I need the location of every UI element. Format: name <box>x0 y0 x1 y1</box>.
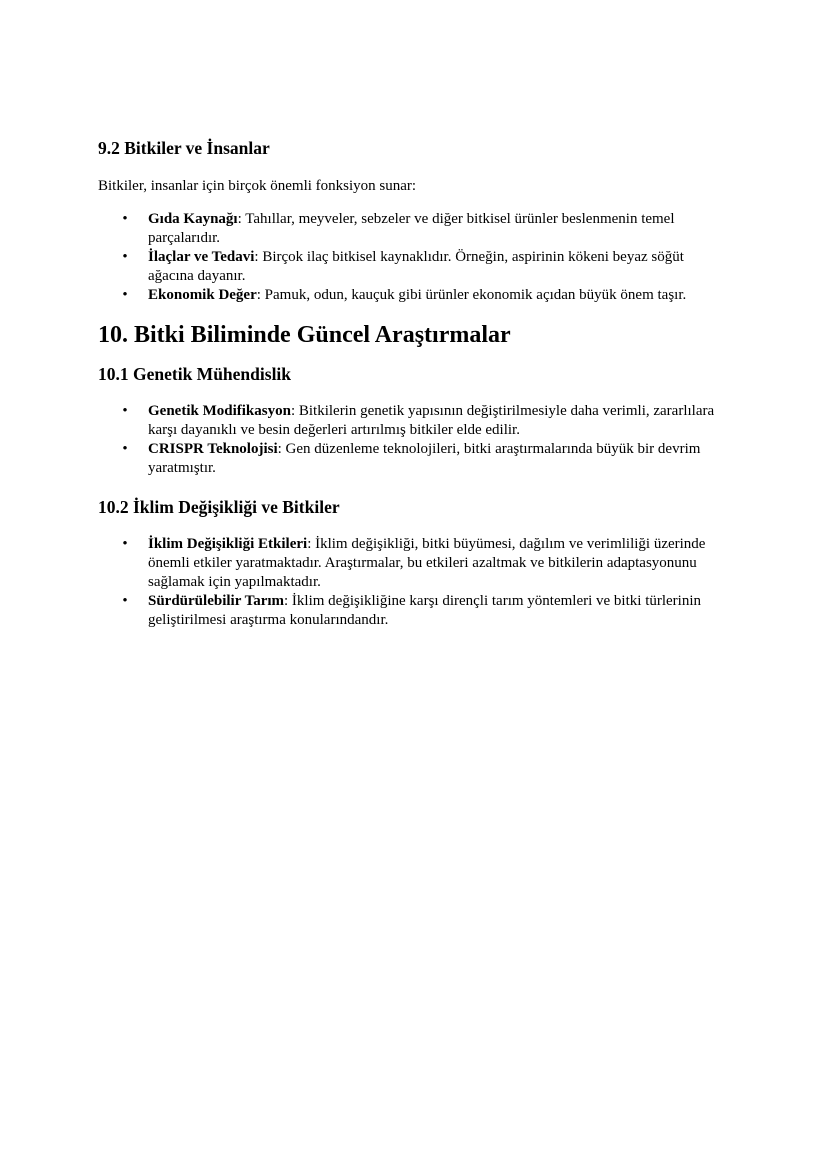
document-page <box>98 136 728 630</box>
bullet-icon: • <box>122 593 128 609</box>
list-item-term: İlaçlar ve Tedavi <box>148 249 255 265</box>
section-heading-10-1: 10.1 Genetik Mühendislik <box>98 364 292 384</box>
list-item <box>98 210 728 248</box>
list-item <box>98 535 728 592</box>
section-9-2-intro: Bitkiler, insanlar için birçok önemli fonksiyon sunar: <box>98 178 417 194</box>
bullet-icon: • <box>122 249 128 265</box>
list-item-text: : Gen düzenleme teknolojileri, bitki araştırmalarında büyük bir devrim yaratmıştır. <box>148 441 701 476</box>
section-10-1-list <box>98 402 728 478</box>
list-item-text: : Tahıllar, meyveler, sebzeler ve diğer bitkisel ürünler beslenmenin temel parçalarıdır. <box>148 211 675 246</box>
list-item <box>98 248 728 286</box>
list-item-text: : İklim değişikliğine karşı dirençli tarım yöntemleri ve bitki türlerinin geliştirilmesi araştırma konularındandır. <box>148 593 702 628</box>
list-item <box>98 592 728 630</box>
list-item-text: : Bitkilerin genetik yapısının değiştirilmesiyle daha verimli, zararlılara karşı dayanıklı ve besin değerleri artırılmış bitkiler elde edilir. <box>148 403 715 438</box>
list-item-text: : İklim değişikliği, bitki büyümesi, dağılım ve verimliliği üzerinde önemli etkiler yaratmaktadır. Araştırmalar, bu etkileri azaltmak ve bitkilerin adaptasyonunu sağlamak için yapılmaktadır. <box>148 536 706 590</box>
section-10-2-list <box>98 535 728 630</box>
bullet-icon: • <box>122 287 128 303</box>
bullet-icon: • <box>122 441 128 457</box>
section-9-2-list <box>98 210 728 305</box>
list-item <box>98 286 728 305</box>
section-heading-10: 10. Bitki Biliminde Güncel Araştırmalar <box>98 322 511 348</box>
bullet-icon: • <box>122 536 128 552</box>
list-item-term: Sürdürülebilir Tarım <box>148 593 285 609</box>
list-item-term: CRISPR Teknolojisi <box>148 441 278 457</box>
bullet-icon: • <box>122 211 128 227</box>
section-heading-10-2: 10.2 İklim Değişikliği ve Bitkiler <box>98 497 340 517</box>
list-item <box>98 402 728 440</box>
list-item-term: Gıda Kaynağı <box>148 211 238 227</box>
list-item-term: Ekonomik Değer <box>148 287 257 303</box>
list-item-term: Genetik Modifikasyon <box>148 403 291 419</box>
list-item-text: : Pamuk, odun, kauçuk gibi ürünler ekonomik açıdan büyük önem taşır. <box>256 287 687 303</box>
bullet-icon: • <box>122 403 128 419</box>
list-item-term: İklim Değişikliği Etkileri <box>148 536 308 552</box>
list-item-text: : Birçok ilaç bitkisel kaynaklıdır. Örneğin, aspirinin kökeni beyaz söğüt ağacına dayanır. <box>148 249 684 284</box>
list-item <box>98 440 728 478</box>
section-heading-9-2: 9.2 Bitkiler ve İnsanlar <box>98 138 270 158</box>
